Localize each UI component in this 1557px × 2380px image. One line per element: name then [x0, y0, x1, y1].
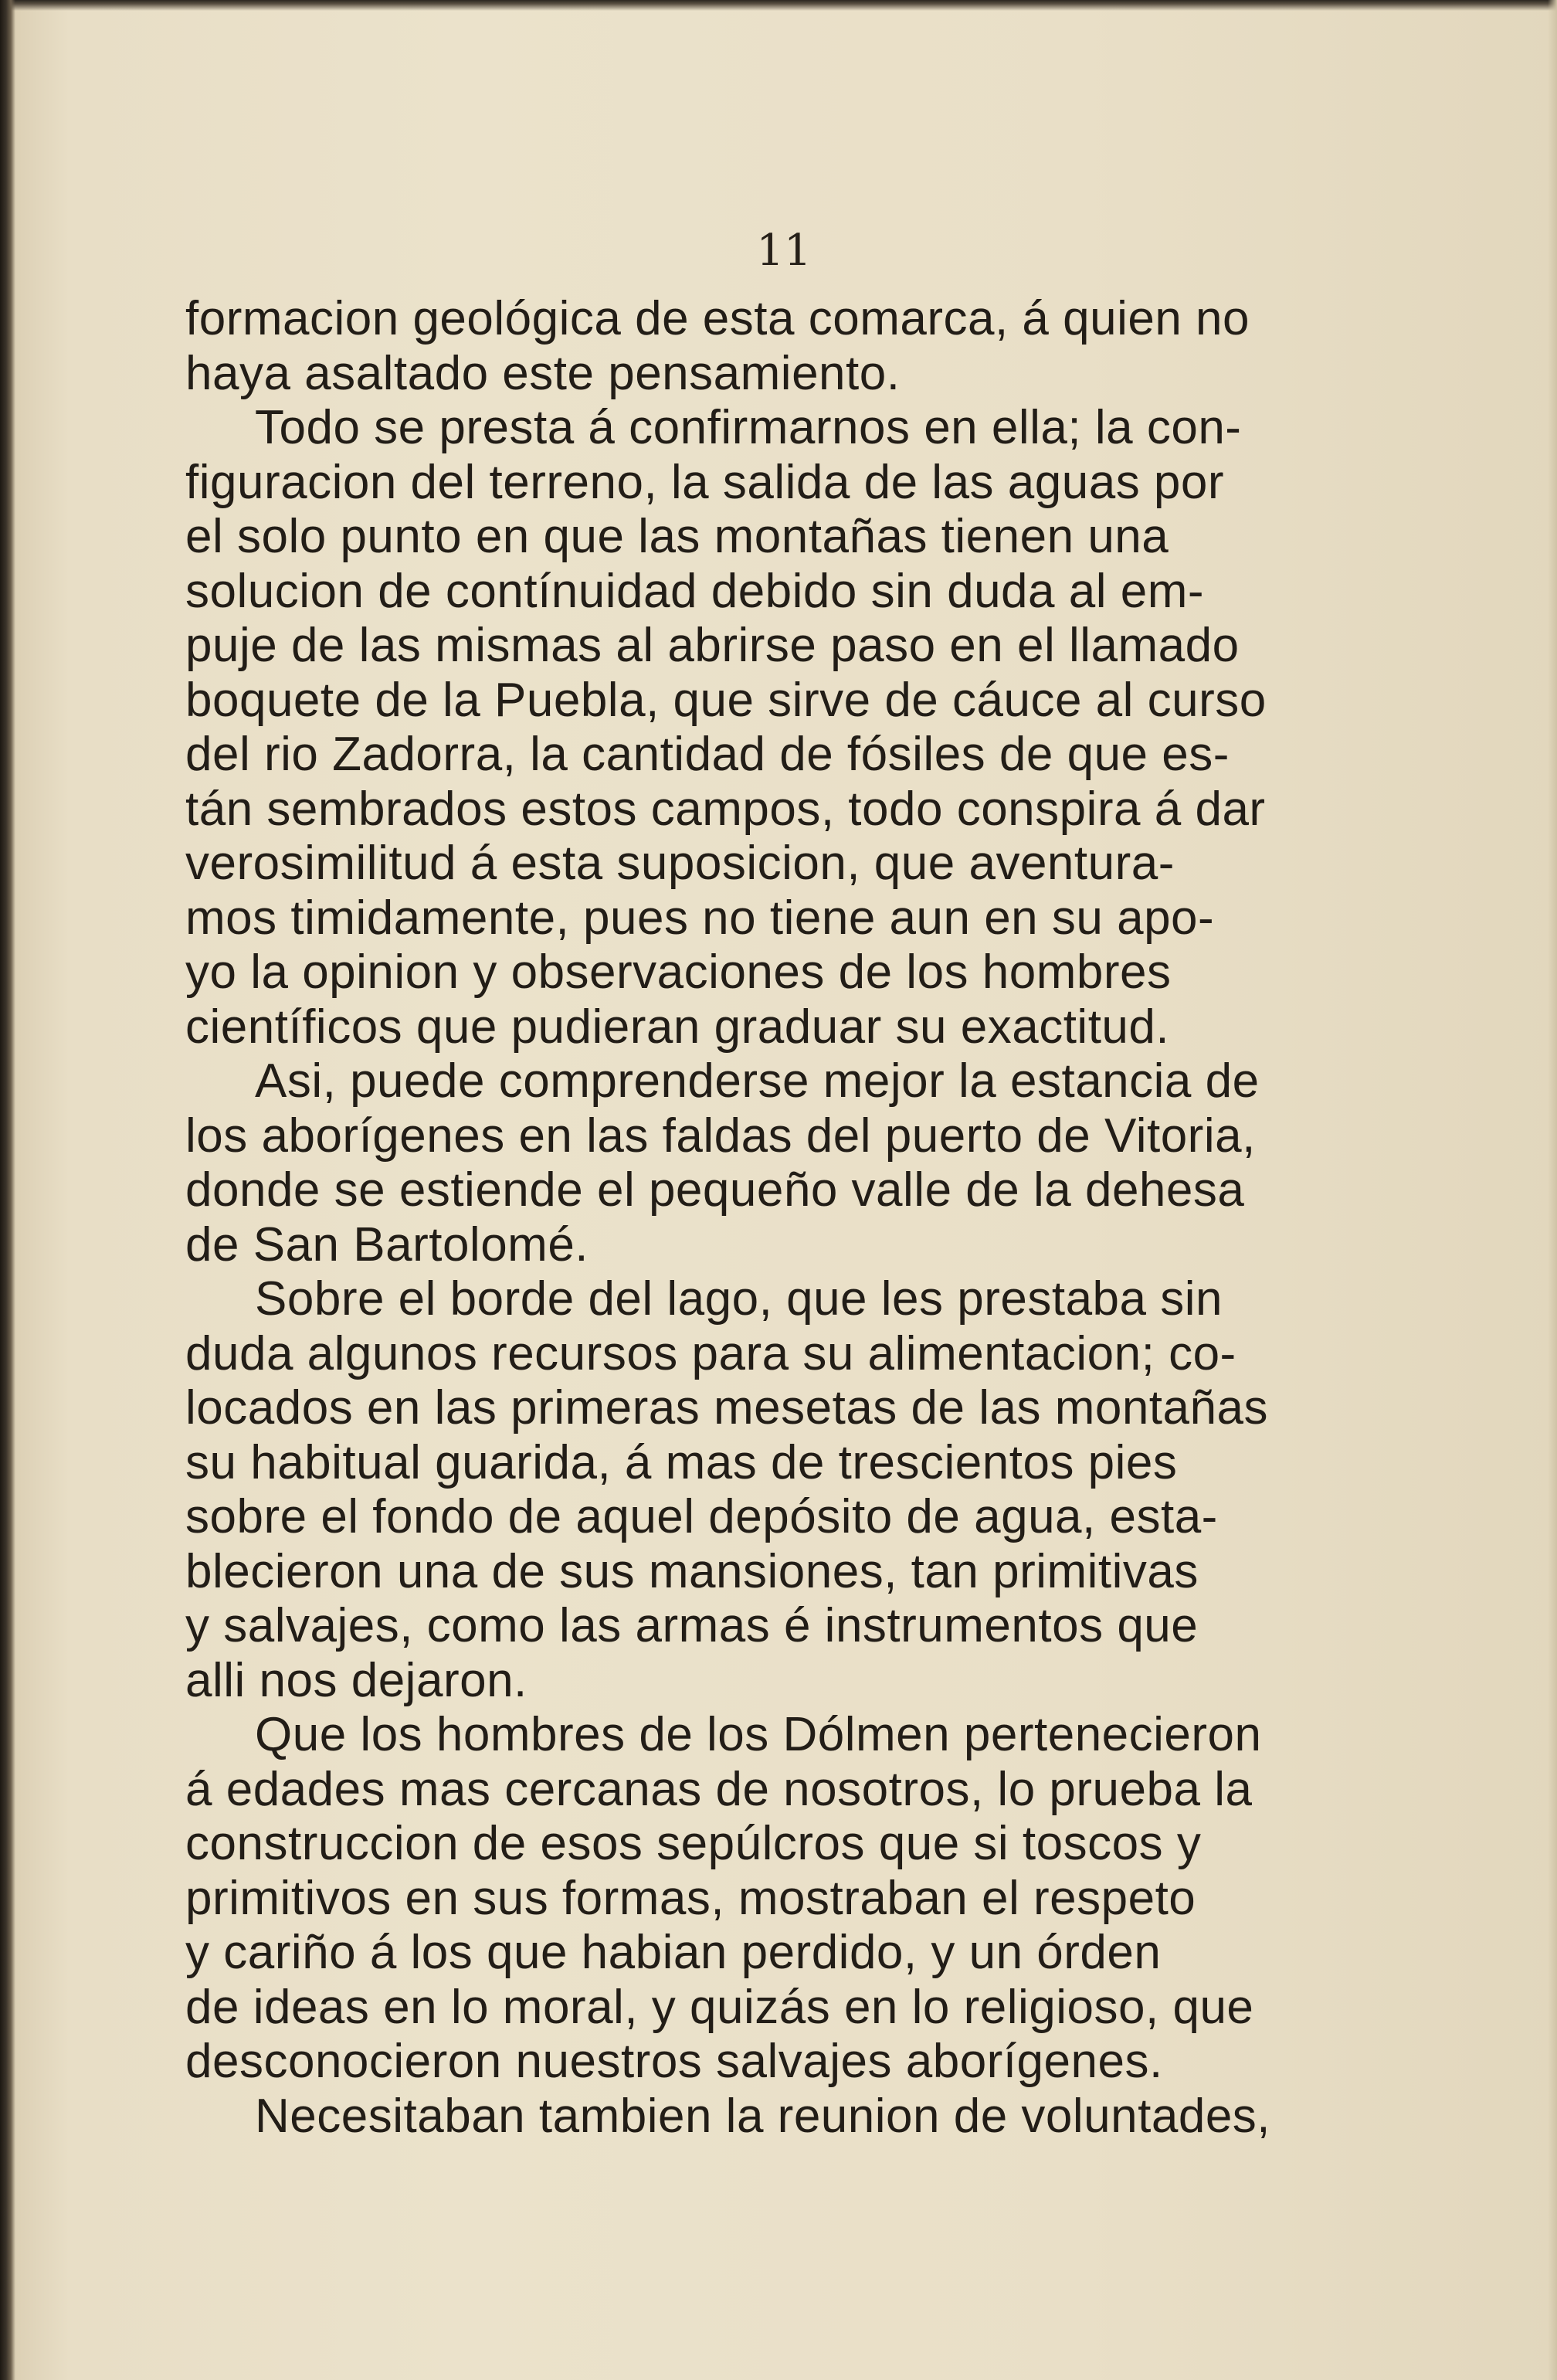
- text-line: los aborígenes en las faldas del puerto de Vitoria,: [185, 1109, 1256, 1163]
- text-line: formacion geológica de esta comarca, á quien no: [185, 292, 1250, 345]
- text-line: su habitual guarida, á mas de trescientos pies: [185, 1435, 1178, 1489]
- text-line: solucion de contínuidad debido sin duda al em-: [185, 564, 1205, 618]
- text-line: de San Bartolomé.: [185, 1217, 589, 1271]
- text-line: verosimilitud á esta suposicion, que aventura-: [185, 837, 1175, 890]
- text-line: y salvajes, como las armas é instrumentos que: [185, 1599, 1199, 1652]
- text-line: primitivos en sus formas, mostraban el respeto: [185, 1871, 1196, 1925]
- page-right-edge: [1548, 0, 1557, 2380]
- text-line: alli nos dejaron.: [185, 1653, 527, 1707]
- text-line: el solo punto en que las montañas tienen una: [185, 510, 1169, 563]
- text-line: blecieron una de sus mansiones, tan primitivas: [185, 1544, 1199, 1598]
- paragraph-first-line: Que los hombres de los Dólmen pertenecieron: [255, 1708, 1262, 1761]
- text-line: desconocieron nuestros salvajes aborígenes.: [185, 2035, 1163, 2088]
- text-line: figuracion del terreno, la salida de las aguas por: [185, 455, 1225, 509]
- text-line: donde se estiende el pequeño valle de la dehesa: [185, 1163, 1245, 1217]
- text-line: locados en las primeras mesetas de las montañas: [185, 1381, 1268, 1434]
- text-line: á edades mas cercanas de nosotros, lo prueba la: [185, 1762, 1253, 1816]
- paragraph-first-line: Asi, puede comprenderse mejor la estancia de: [255, 1054, 1260, 1108]
- text-line: de ideas en lo moral, y quizás en lo religioso, que: [185, 1980, 1254, 2034]
- text-line: mos timidamente, pues no tiene aun en su apo-: [185, 891, 1215, 945]
- text-line: construccion de esos sepúlcros que si toscos y: [185, 1817, 1202, 1870]
- page-top-shadow: [0, 0, 1557, 11]
- book-spine-edge: [0, 0, 15, 2380]
- paragraph-first-line: Necesitaban tambien la reunion de voluntades,: [255, 2089, 1271, 2143]
- text-line: puje de las mismas al abrirse paso en el llamado: [185, 619, 1240, 672]
- body-text: [185, 292, 1390, 2144]
- text-line: duda algunos recursos para su alimentacion; co-: [185, 1326, 1236, 1380]
- page-number: 11: [756, 226, 812, 276]
- text-line: y cariño á los que habian perdido, y un órden: [185, 1926, 1162, 1979]
- text-line: tán sembrados estos campos, todo conspira á dar: [185, 782, 1266, 836]
- paragraph-first-line: Todo se presta á confirmarnos en ella; la con-: [255, 401, 1242, 454]
- text-line: del rio Zadorra, la cantidad de fósiles de que es-: [185, 728, 1230, 781]
- text-line: científicos que pudieran graduar su exactitud.: [185, 1000, 1170, 1054]
- text-line: haya asaltado este pensamiento.: [185, 346, 901, 400]
- text-line: boquete de la Puebla, que sirve de cáuce al curso: [185, 673, 1267, 727]
- paragraph-first-line: Sobre el borde del lago, que les prestaba sin: [255, 1272, 1223, 1326]
- text-line: sobre el fondo de aquel depósito de agua, esta-: [185, 1490, 1218, 1543]
- text-line: yo la opinion y observaciones de los hombres: [185, 946, 1172, 999]
